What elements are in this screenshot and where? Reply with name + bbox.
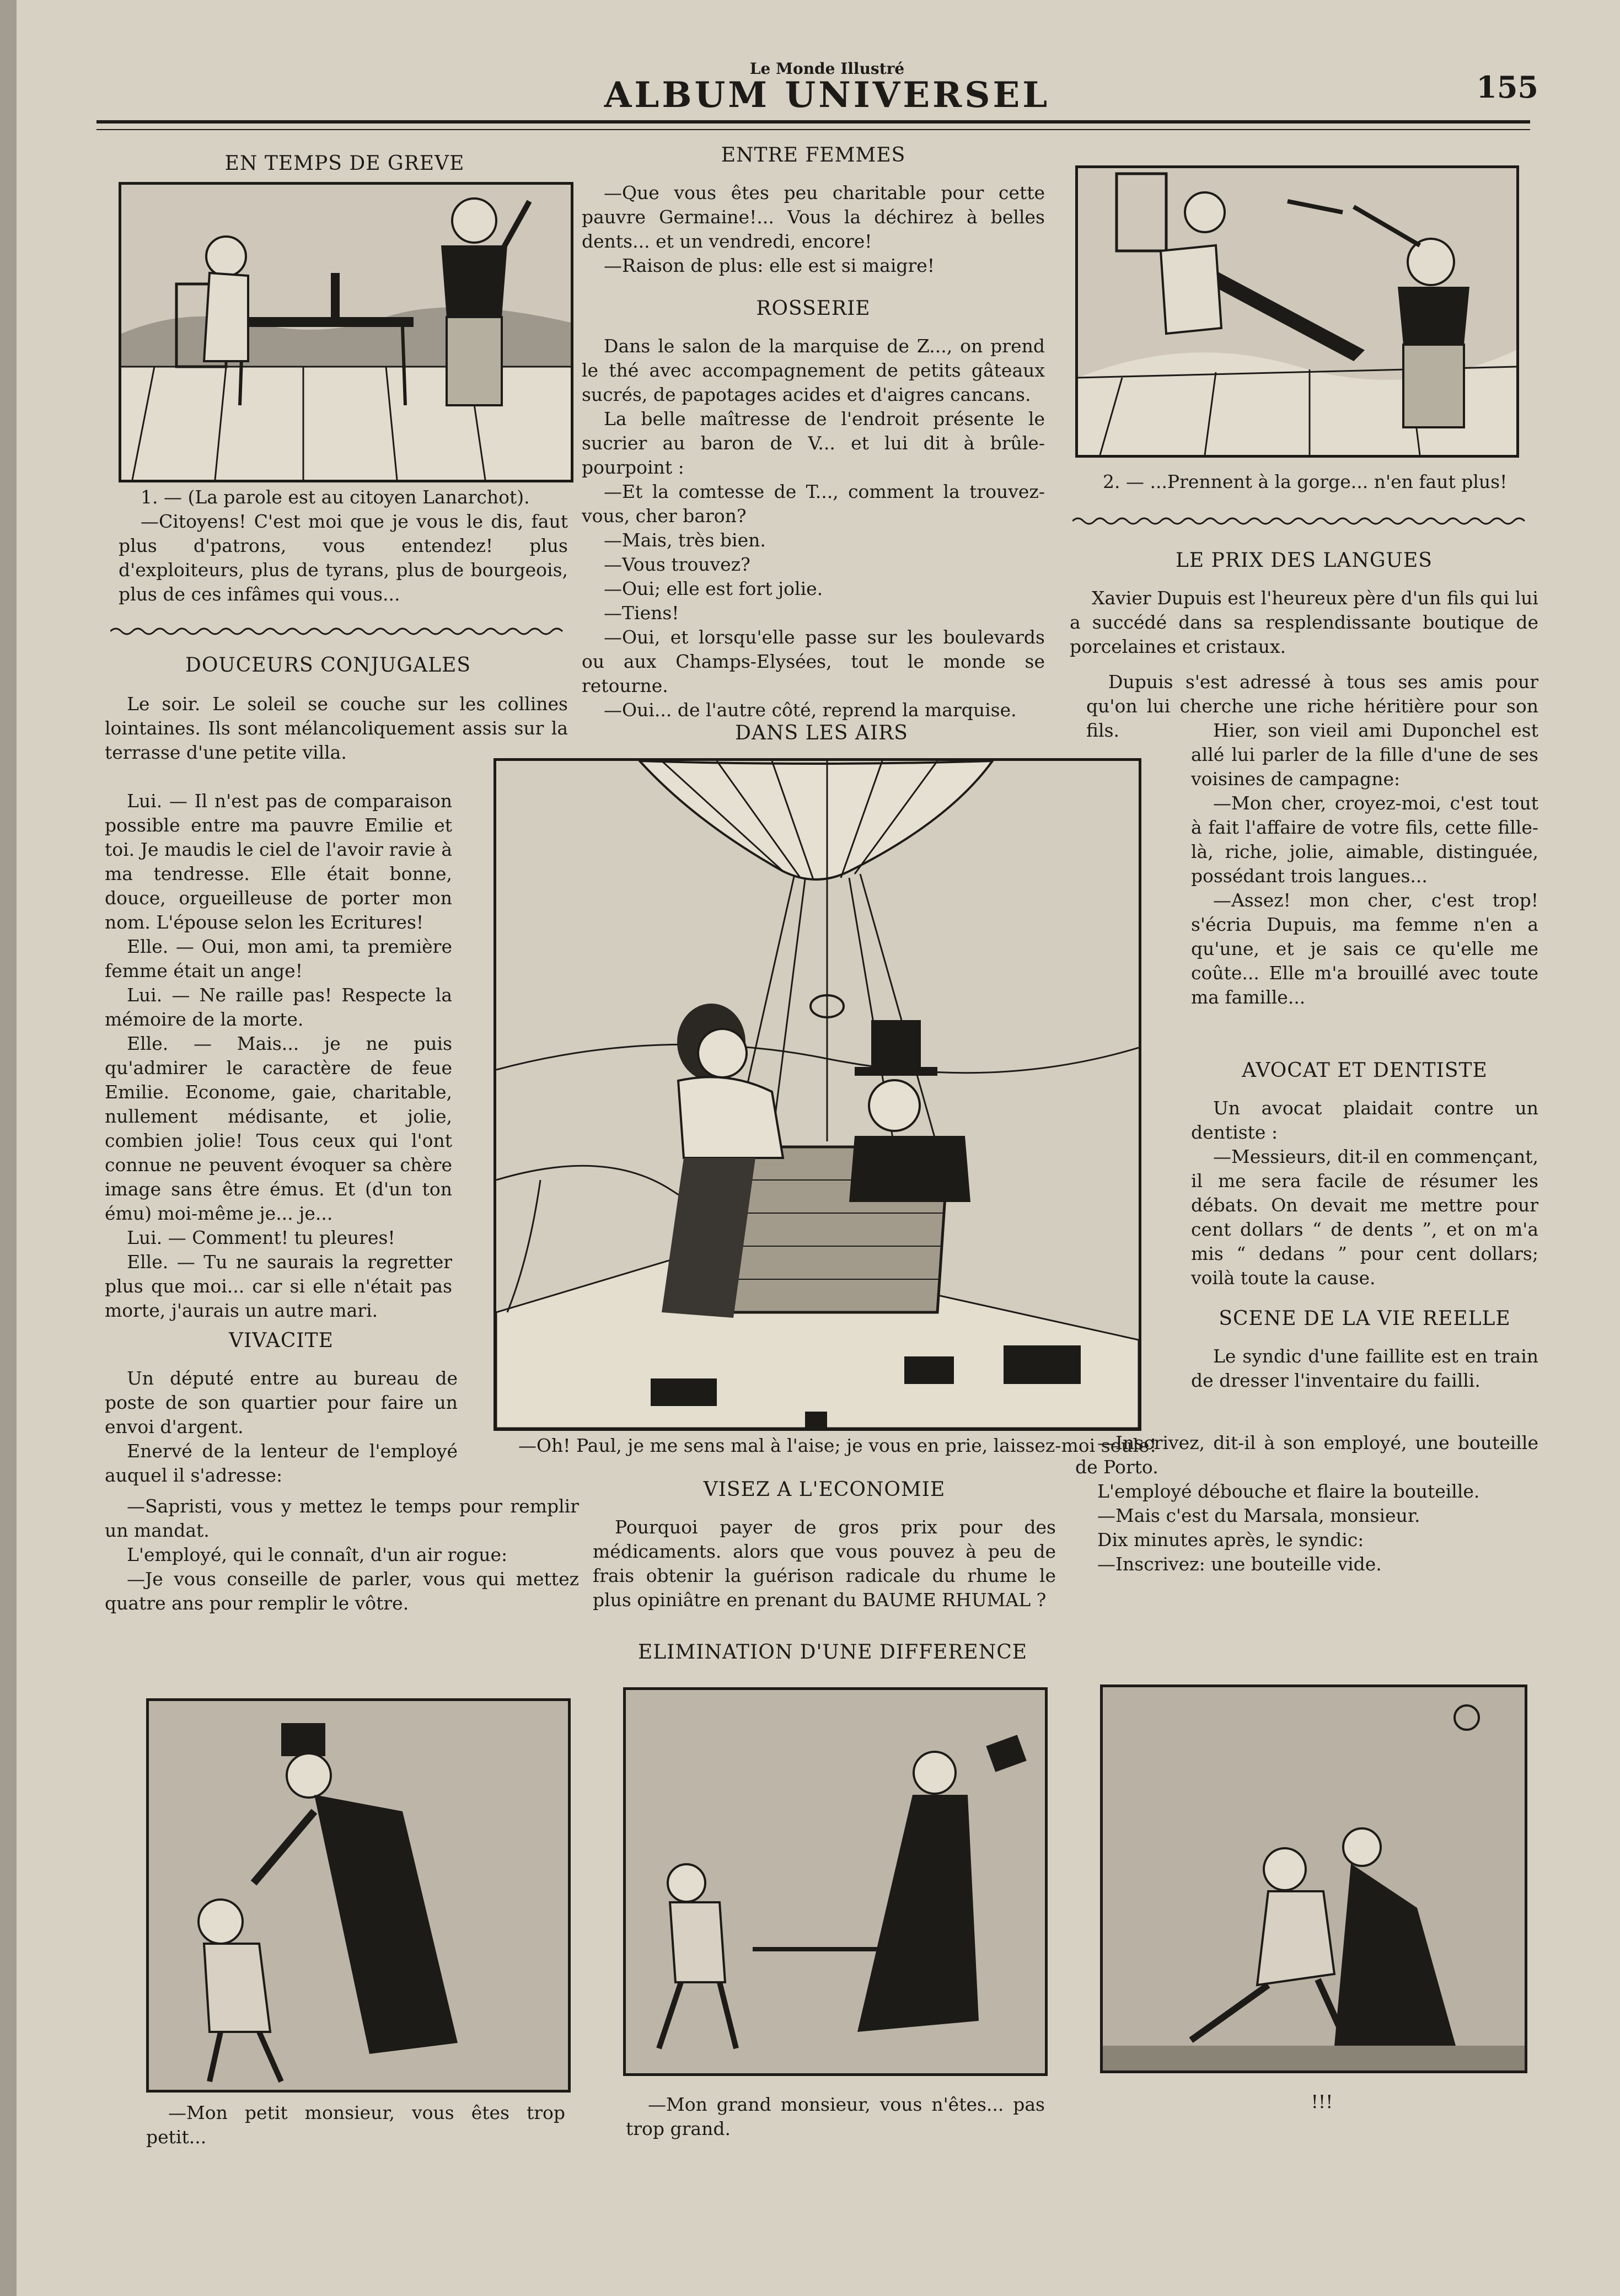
greve-caption-line: —Citoyens! C'est moi que je vous le dis, faut plus d'patrons, vous entendez! plus d'exploiteurs, plus de tyrans, plus de bourgeois, plus de ces infâmes qui vous... (119, 511, 568, 605)
rosserie-para: —Tiens! (604, 602, 679, 624)
langues-section (1070, 549, 1538, 659)
scene-para: —Inscrivez: une bouteille vide. (1097, 1553, 1382, 1575)
elimination-heading: ELIMINATION D'UNE DIFFERENCE (637, 1641, 1028, 1664)
entre-femmes-para: —Que vous êtes peu charitable pour cette pauvre Germaine!... Vous la déchirez à belles dents... et un vendredi, encore! (582, 182, 1045, 252)
douceurs-para: Lui. — Il n'est pas de comparaison possible entre ma pauvre Emilie et toi. Je maudis le ciel de l'avoir ravie à ma tendresse. Elle était bonne, douce, orgueilleuse de porter mon nom. L'épouse selon les Ecritures! (105, 790, 452, 933)
vivacite-continued (105, 1494, 579, 1616)
elimination-cartoon-2 (623, 1687, 1048, 2076)
rosserie-para: —Et la comtesse de T..., comment la trouvez-vous, cher baron? (582, 481, 1045, 527)
airs-caption-line: —Oh! Paul, je me sens mal à l'aise; je vous en prie, laissez-moi seule! (518, 1435, 1157, 1456)
economie-para: Pourquoi payer de gros prix pour des médicaments. alors que vous pouvez à peu de frais obtenir la guérison radicale du rhume le plus opiniâtre en prenant du BAUME RHUMAL ? (593, 1516, 1056, 1611)
scene-para: L'employé débouche et flaire la bouteille. (1097, 1480, 1480, 1502)
airs-caption (496, 1434, 1191, 1458)
elimination-caption-1 (146, 2101, 565, 2149)
greve-caption-line: 1. — (La parole est au citoyen Lanarchot). (141, 486, 530, 508)
langues-para: Xavier Dupuis est l'heureux père d'un fils qui lui a succédé dans sa resplendissante boutique de porcelaines et cristaux. (1070, 587, 1538, 657)
douceurs-para: Lui. — Comment! tu pleures! (127, 1227, 395, 1248)
greve-caption-line: 2. — ...Prennent à la gorge... n'en faut plus! (1103, 471, 1508, 492)
masthead-rule (96, 120, 1530, 130)
avocat-para: Un avocat plaidait contre un dentiste : (1191, 1097, 1538, 1143)
scene-para: Dix minutes après, le syndic: (1097, 1529, 1364, 1551)
airs-heading: DANS LES AIRS (735, 722, 908, 744)
douceurs-para: Le soir. Le soleil se couche sur les collines lointaines. Ils sont mélancoliquement assis sur la terrasse d'une petite villa. (105, 693, 568, 763)
vivacite-para: —Je vous conseille de parler, vous qui mettez quatre ans pour remplir le vôtre. (105, 1568, 579, 1614)
scene-para: Le syndic d'une faillite est en train de dresser l'inventaire du failli. (1191, 1345, 1538, 1391)
head-butt-illustration (1103, 1687, 1525, 2070)
avocat-para: —Messieurs, dit-il en commençant, il me sera facile de résumer les débats. On devait me mettre pour cent dollars “ de dents ”, et on m'a mis “ dedans ” pour cent dollars; voilà toute la cause. (1191, 1146, 1538, 1289)
rosserie-para: La belle maîtresse de l'endroit présente le sucrier au baron de V... et lui dit à brûle-pourpoint : (582, 408, 1045, 478)
masthead-title: ALBUM UNIVERSEL (604, 74, 1050, 116)
rosserie-para: —Oui; elle est fort jolie. (604, 578, 823, 599)
cane-trip-illustration (626, 1690, 1045, 2073)
entre-femmes-heading: ENTRE FEMMES (721, 144, 906, 167)
scene-para: —Inscrivez, dit-il à son employé, une bouteille de Porto. (1075, 1432, 1538, 1478)
masthead-supertitle: Le Monde Illustré (749, 60, 905, 78)
douceurs-para: Elle. — Tu ne saurais la regretter plus que moi... car si elle n'était pas morte, j'aurais un autre mari. (105, 1251, 452, 1321)
greve-cartoon-1 (119, 182, 573, 482)
entre-femmes-para: —Raison de plus: elle est si maigre! (604, 255, 935, 276)
vivacite-para: Un député entre au bureau de poste de son quartier pour faire un envoi d'argent. (105, 1367, 458, 1437)
separator-squiggle (110, 626, 568, 637)
elimination-caption-line: —Mon petit monsieur, vous êtes trop petit... (146, 2102, 565, 2148)
douceurs-body (105, 789, 452, 1323)
elimination-cartoon-3 (1100, 1685, 1527, 2073)
balloon-cartoon (493, 758, 1141, 1431)
langues-para: Dupuis s'est adressé à tous ses amis pour qu'on lui cherche une riche héritière pour son fils. (1086, 671, 1538, 741)
douceurs-para: Elle. — Mais... je ne puis qu'admirer le caractère de feue Emilie. Econome, gaie, charitable, nullement médisante, et jolie, combien jolie! Tous ceux qui l'ont connue ne peuvent évoquer sa chère image sans être émus. Et (d'un ton ému) moi-même je... je... (105, 1033, 452, 1224)
douceurs-intro (105, 692, 568, 765)
greve-cartoon-2 (1075, 165, 1519, 458)
vivacite-para: Enervé de la lenteur de l'employé auquel il s'adresse: (105, 1440, 458, 1486)
tall-and-short-man-illustration (149, 1701, 568, 2090)
elimination-caption-line: —Mon grand monsieur, vous n'êtes... pas trop grand. (626, 2094, 1045, 2139)
scene-para: —Mais c'est du Marsala, monsieur. (1097, 1505, 1420, 1526)
douceurs-section (105, 653, 551, 691)
strike-fight-illustration (1078, 168, 1516, 455)
langues-heading: LE PRIX DES LANGUES (1176, 549, 1433, 572)
greve-caption-1 (119, 485, 568, 607)
rosserie-para: —Mais, très bien. (604, 529, 766, 551)
scene-heading: SCENE DE LA VIE REELLE (1219, 1307, 1511, 1330)
douceurs-para: Lui. — Ne raille pas! Respecte la mémoire de la morte. (105, 984, 452, 1030)
scene-section (1191, 1307, 1538, 1393)
vivacite-para: —Sapristi, vous y mettez le temps pour remplir un mandat. (105, 1495, 579, 1541)
rosserie-para: —Oui... de l'autre côté, reprend la marquise. (604, 699, 1017, 721)
page-binding-edge (0, 0, 17, 2296)
economie-heading: VISEZ A L'ECONOMIE (703, 1478, 946, 1501)
langues-para: —Mon cher, croyez-moi, c'est tout à fait l'affaire de votre fils, cette fille-là, riche, jolie, aimable, distinguée, possédant trois langues... (1191, 792, 1538, 887)
avocat-section (1191, 1059, 1538, 1290)
rosserie-para: —Oui, et lorsqu'elle passe sur les boulevards ou aux Champs-Elysées, tout le monde se retourne. (582, 626, 1045, 696)
greve-heading: EN TEMPS DE GREVE (224, 152, 465, 175)
vivacite-heading: VIVACITE (229, 1329, 334, 1352)
greve-caption-2 (1081, 470, 1522, 494)
elimination-caption-3 (1100, 2090, 1522, 2114)
strike-speaker-illustration (121, 185, 571, 480)
langues-para: Hier, son vieil ami Duponchel est allé lui parler de la fille d'une de ses voisines de campagne: (1191, 720, 1538, 790)
middle-column (582, 143, 1045, 722)
langues-narrow (1191, 718, 1538, 1010)
rosserie-heading: ROSSERIE (756, 297, 871, 320)
rosserie-para: Dans le salon de la marquise de Z..., on prend le thé avec accompagnement de petits gâteaux sucrés, de papotages acides et d'aigres cancans. (582, 335, 1045, 405)
vivacite-para: L'employé, qui le connaît, d'un air rogue: (127, 1544, 508, 1565)
vivacite-section (105, 1329, 458, 1488)
elimination-cartoon-1 (146, 1698, 571, 2093)
douceurs-heading: DOUCEURS CONJUGALES (185, 654, 471, 677)
economie-section (593, 1478, 1056, 1612)
elimination-caption-2 (626, 2093, 1045, 2141)
douceurs-para: Elle. — Oui, mon ami, ta première femme était un ange! (105, 936, 452, 981)
langues-para: —Assez! mon cher, c'est trop! s'écria Dupuis, ma femme n'en a qu'une, et je sais ce qu'elle me coûte... Elle m'a brouillé avec toute ma famille... (1191, 889, 1538, 1008)
rosserie-para: —Vous trouvez? (604, 554, 750, 575)
page-number: 155 (1476, 69, 1538, 105)
avocat-heading: AVOCAT ET DENTISTE (1242, 1059, 1488, 1082)
balloon-illustration (496, 761, 1139, 1428)
separator-squiggle (1072, 516, 1530, 527)
elimination-caption-line: !!! (1311, 2091, 1333, 2112)
